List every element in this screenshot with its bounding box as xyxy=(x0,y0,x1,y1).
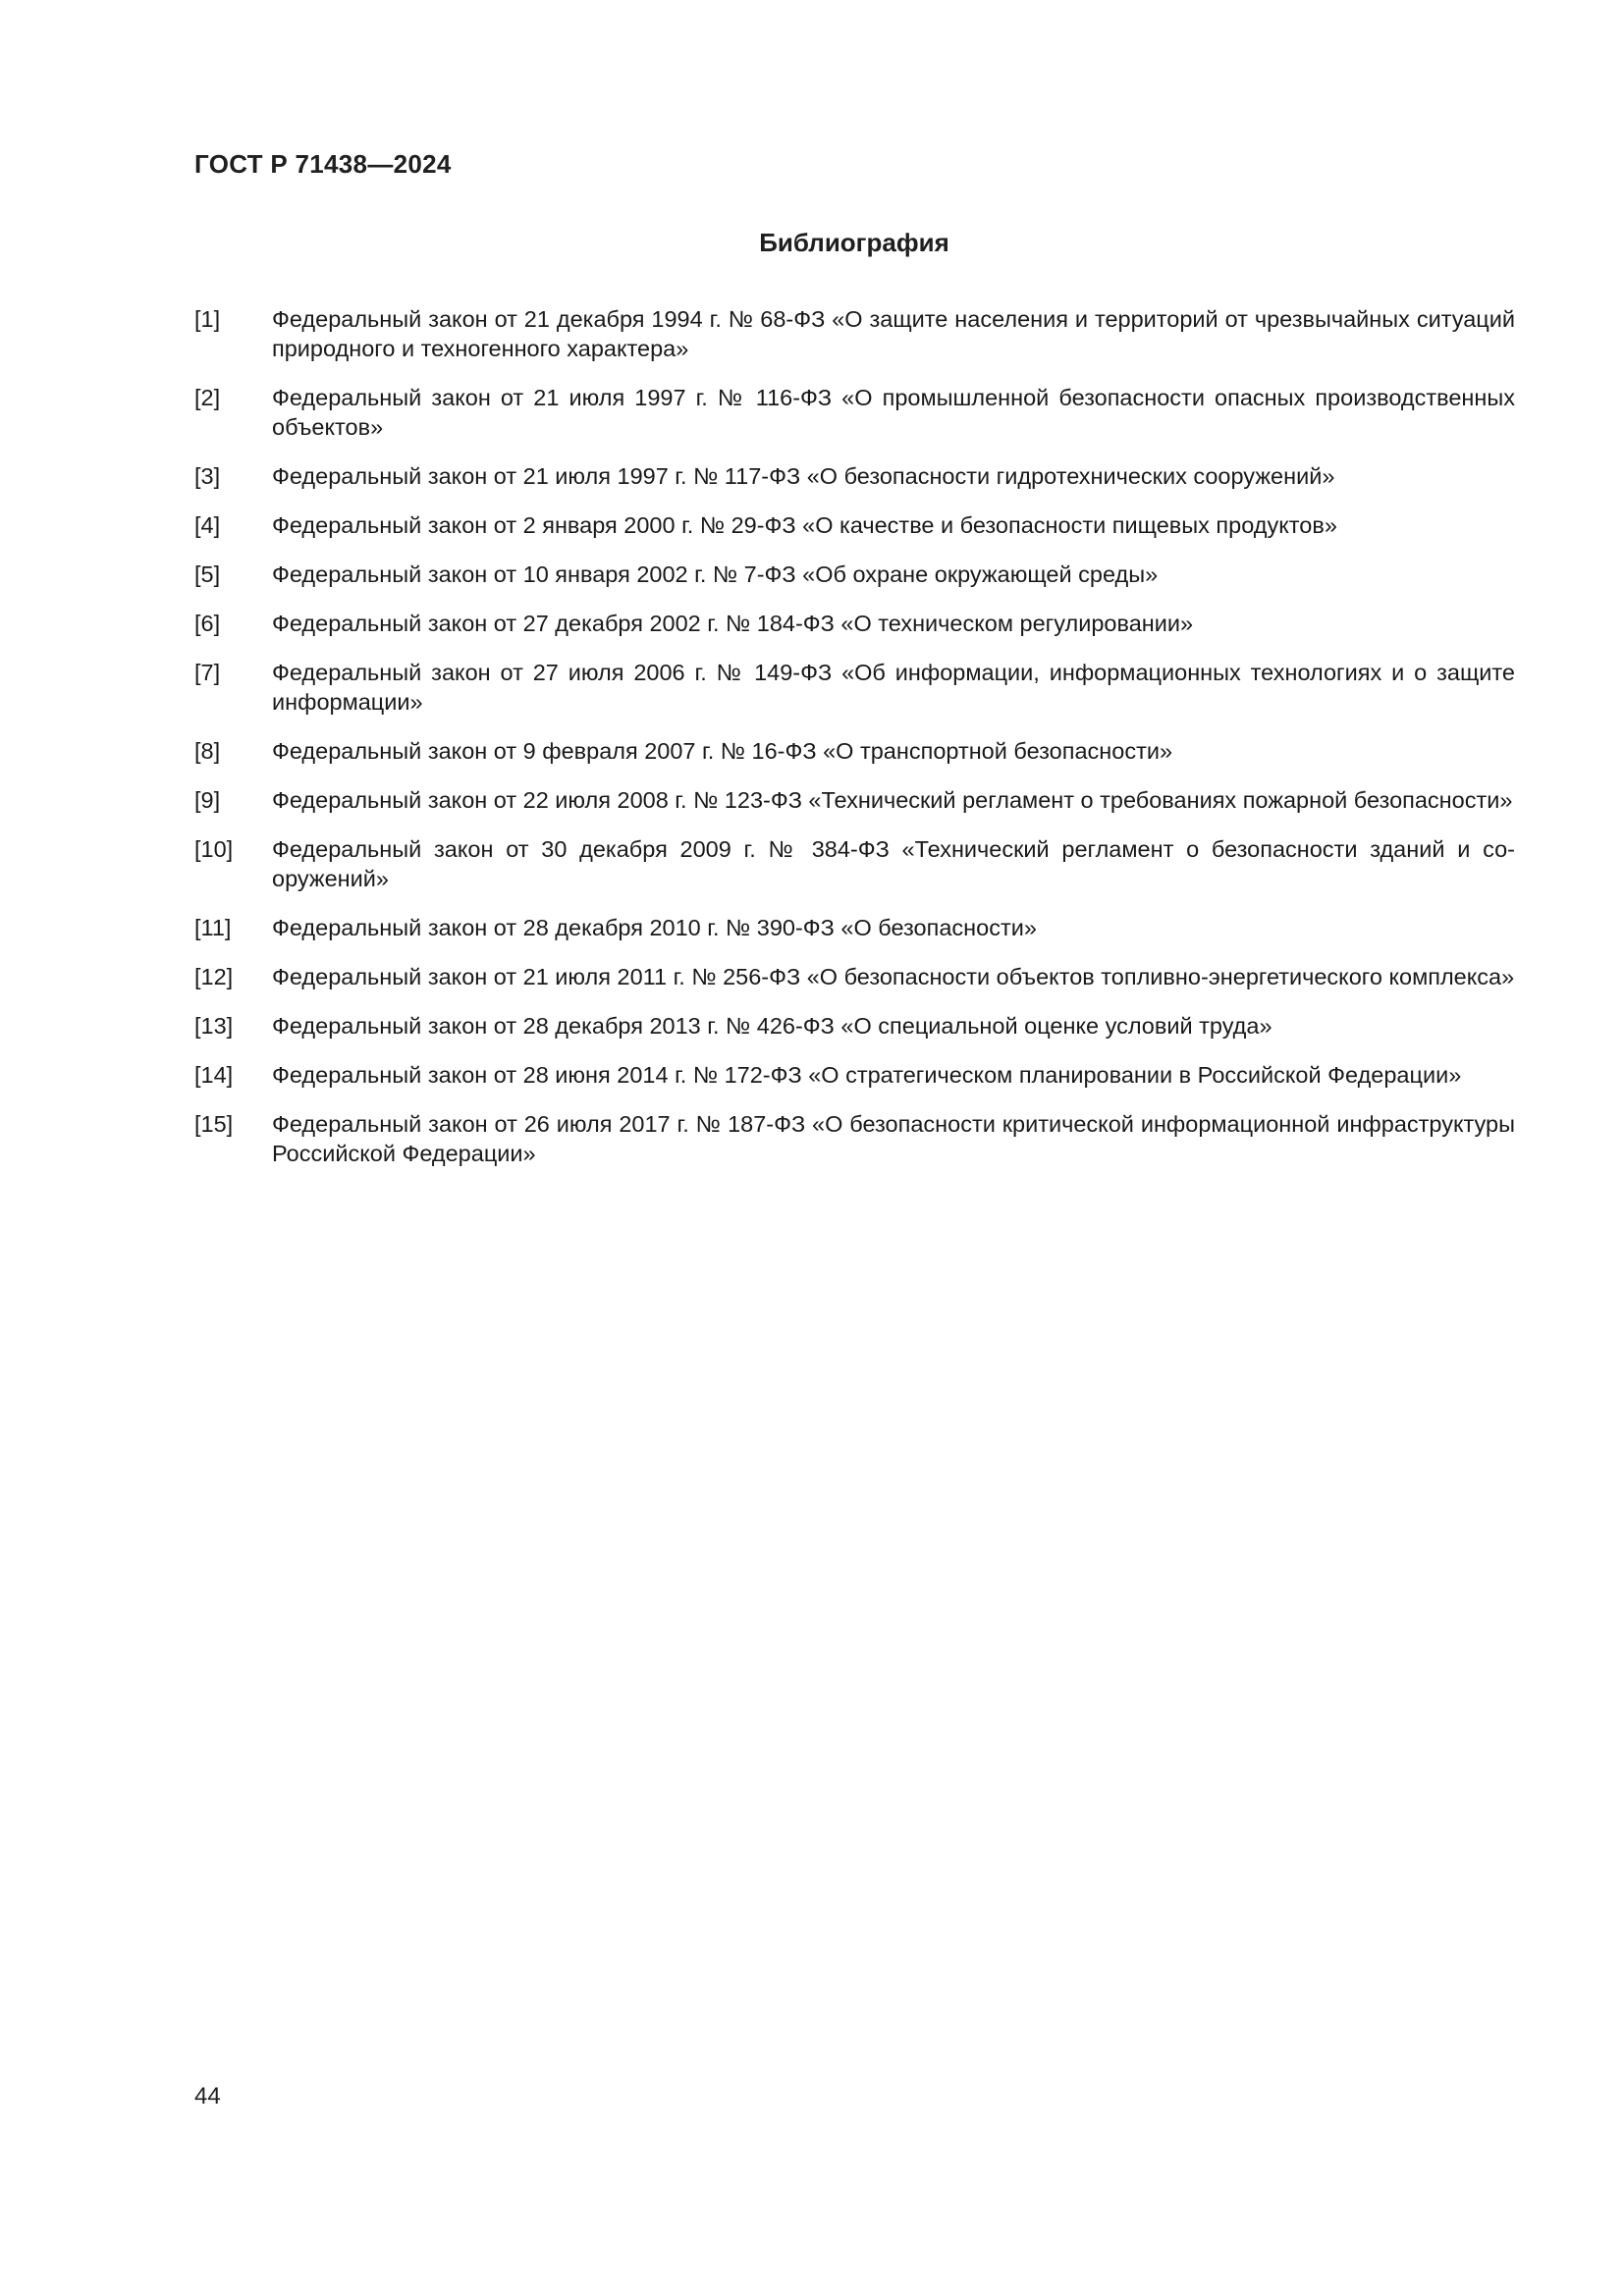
entry-number: [14] xyxy=(194,1062,234,1088)
entry-text: Федеральный закон от 28 июня 2014 г. № 172-ФЗ «О стратегическом планировании в Российской Федерации» xyxy=(272,1062,1462,1088)
bibliography-entry xyxy=(194,1109,1515,1168)
bibliography-entry xyxy=(194,560,1515,589)
entry-text: Федеральный закон от 2 января 2000 г. № 29-ФЗ «О качестве и безопасности пищевых продуктов» xyxy=(272,512,1337,538)
bibliography-entry xyxy=(194,785,1515,815)
entry-text: Федеральный закон от 27 июля 2006 г. № 149-ФЗ «Об информации, информационных технологиях и о защите информации» xyxy=(272,660,1515,715)
entry-text: Федеральный закон от 28 декабря 2010 г. № 390-ФЗ «О безопасности» xyxy=(272,915,1037,940)
entry-number: [1] xyxy=(194,306,221,332)
bibliography-entry xyxy=(194,736,1515,766)
bibliography-entry xyxy=(194,383,1515,442)
entry-number: [15] xyxy=(194,1111,234,1137)
entry-text: Федеральный закон от 21 декабря 1994 г. № 68-ФЗ «О защите населения и территорий от чрезвычайных ситуаций природного и техногенного характера» xyxy=(272,306,1515,361)
entry-text: Федеральный закон от 21 июля 2011 г. № 256-ФЗ «О безопасности объектов топливно-энергетического комплекса» xyxy=(272,964,1515,989)
bibliography-entry xyxy=(194,1060,1515,1090)
entry-number: [9] xyxy=(194,787,221,813)
entry-text: Федеральный закон от 9 февраля 2007 г. № 16-ФЗ «О транспортной безопасности» xyxy=(272,738,1173,764)
entry-text: Федеральный закон от 22 июля 2008 г. № 123-ФЗ «Технический регламент о требованиях пожарной безопасности» xyxy=(272,787,1513,813)
entry-number: [12] xyxy=(194,964,234,989)
bibliography-entry xyxy=(194,1011,1515,1041)
entry-number: [5] xyxy=(194,561,221,587)
entry-text: Федеральный закон от 10 января 2002 г. № 7-ФЗ «Об охране окружающей среды» xyxy=(272,561,1159,587)
entry-text: Федеральный закон от 30 декабря 2009 г. № 384-ФЗ «Технический регламент о безопасности зданий и сооружений» xyxy=(272,836,1515,891)
entry-number: [13] xyxy=(194,1013,234,1039)
entry-text: Федеральный закон от 21 июля 1997 г. № 117-ФЗ «О безопасности гидротехнических сооружений» xyxy=(272,463,1335,489)
bibliography-entry xyxy=(194,658,1515,717)
entry-number: [3] xyxy=(194,463,221,489)
entry-number: [2] xyxy=(194,385,221,410)
entry-number: [11] xyxy=(194,915,232,940)
bibliography-title: Библиография xyxy=(759,228,949,257)
bibliography-entry xyxy=(194,834,1515,893)
document-header-id: ГОСТ Р 71438—2024 xyxy=(194,149,452,179)
entry-text: Федеральный закон от 26 июля 2017 г. № 187-ФЗ «О безопасности критической информационной инфраструктуры Российской Федерации» xyxy=(272,1111,1515,1166)
entry-text: Федеральный закон от 27 декабря 2002 г. № 184-ФЗ «О техническом регулировании» xyxy=(272,611,1194,636)
entry-number: [7] xyxy=(194,660,221,685)
bibliography-list xyxy=(194,304,1515,1188)
bibliography-entry xyxy=(194,304,1515,363)
bibliography-entry xyxy=(194,913,1515,942)
bibliography-entry xyxy=(194,962,1515,991)
bibliography-entry xyxy=(194,609,1515,638)
bibliography-entry xyxy=(194,510,1515,540)
page-number: 44 xyxy=(194,2083,221,2109)
entry-number: [4] xyxy=(194,512,221,538)
entry-number: [10] xyxy=(194,836,234,862)
entry-number: [8] xyxy=(194,738,221,764)
entry-text: Федеральный закон от 28 декабря 2013 г. № 426-ФЗ «О специальной оценке условий труда» xyxy=(272,1013,1272,1039)
entry-text: Федеральный закон от 21 июля 1997 г. № 116-ФЗ «О промышленной безопасности опасных производственных объектов» xyxy=(272,385,1515,440)
entry-number: [6] xyxy=(194,611,221,636)
bibliography-entry xyxy=(194,461,1515,491)
